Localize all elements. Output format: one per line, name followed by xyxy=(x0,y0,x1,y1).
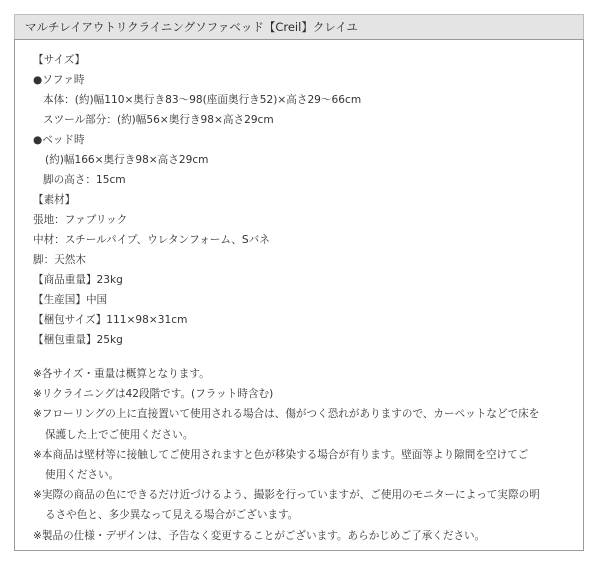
note-spec-change: ※製品の仕様・デザインは、予告なく変更することがございます。あらかじめご了承ください。 xyxy=(33,529,486,542)
package-weight: 【梱包重量】25kg xyxy=(33,334,123,346)
note-approximate-size: ※各サイズ・重量は概算となります。 xyxy=(33,368,210,380)
spec-box xyxy=(14,39,584,551)
country-of-origin: 【生産国】中国 xyxy=(33,294,108,306)
note-color-transfer: ※本商品は壁材等に接触してご使用されますと色が移染する場合が有ります。壁面等より隙間を空けてご xyxy=(33,448,529,461)
note-flooring-cont: 保護した上でご使用ください。 xyxy=(45,428,194,441)
sofa-stool-size: スツール部分：(約)幅56×奥行き98×高さ29cm xyxy=(43,114,274,126)
note-reclining-steps: ※リクライニングは42段階です。(フラット時含む) xyxy=(33,388,274,401)
leg-height: 脚の高さ：15cm xyxy=(43,174,126,186)
note-monitor-color-cont: るさや色と、多少異なって見える場合がございます。 xyxy=(45,509,299,522)
leg-material: 脚：天然木 xyxy=(33,254,86,266)
filling-material: 中材：スチールパイプ、ウレタンフォーム、Sバネ xyxy=(33,234,270,246)
upholstery-material: 張地：ファブリック xyxy=(33,214,128,226)
package-size: 【梱包サイズ】111×98×31cm xyxy=(33,314,188,326)
product-weight: 【商品重量】23kg xyxy=(33,274,123,286)
note-flooring: ※フローリングの上に直接置いて使用される場合は、傷がつく恐れがありますので、カーペットなどで床を xyxy=(33,408,540,421)
sofa-body-size: 本体：(約)幅110×奥行き83～98(座面奥行き52)×高さ29～66cm xyxy=(43,94,362,106)
size-heading: 【サイズ】 xyxy=(33,54,86,66)
bed-mode-heading: ●ベッド時 xyxy=(33,134,85,146)
section-spacer xyxy=(33,350,571,364)
note-color-transfer-cont: 使用ください。 xyxy=(45,469,120,482)
product-title-bar: マルチレイアウトリクライニングソファベッド【Creil】クレイユ xyxy=(14,14,584,40)
sofa-mode-heading: ●ソファ時 xyxy=(33,74,85,86)
note-monitor-color: ※実際の商品の色にできるだけ近づけるよう、撮影を行っていますが、ご使用のモニターによって実際の明 xyxy=(33,489,540,502)
bed-size: (約)幅166×奥行き98×高さ29cm xyxy=(45,154,209,166)
material-heading: 【素材】 xyxy=(33,194,76,206)
